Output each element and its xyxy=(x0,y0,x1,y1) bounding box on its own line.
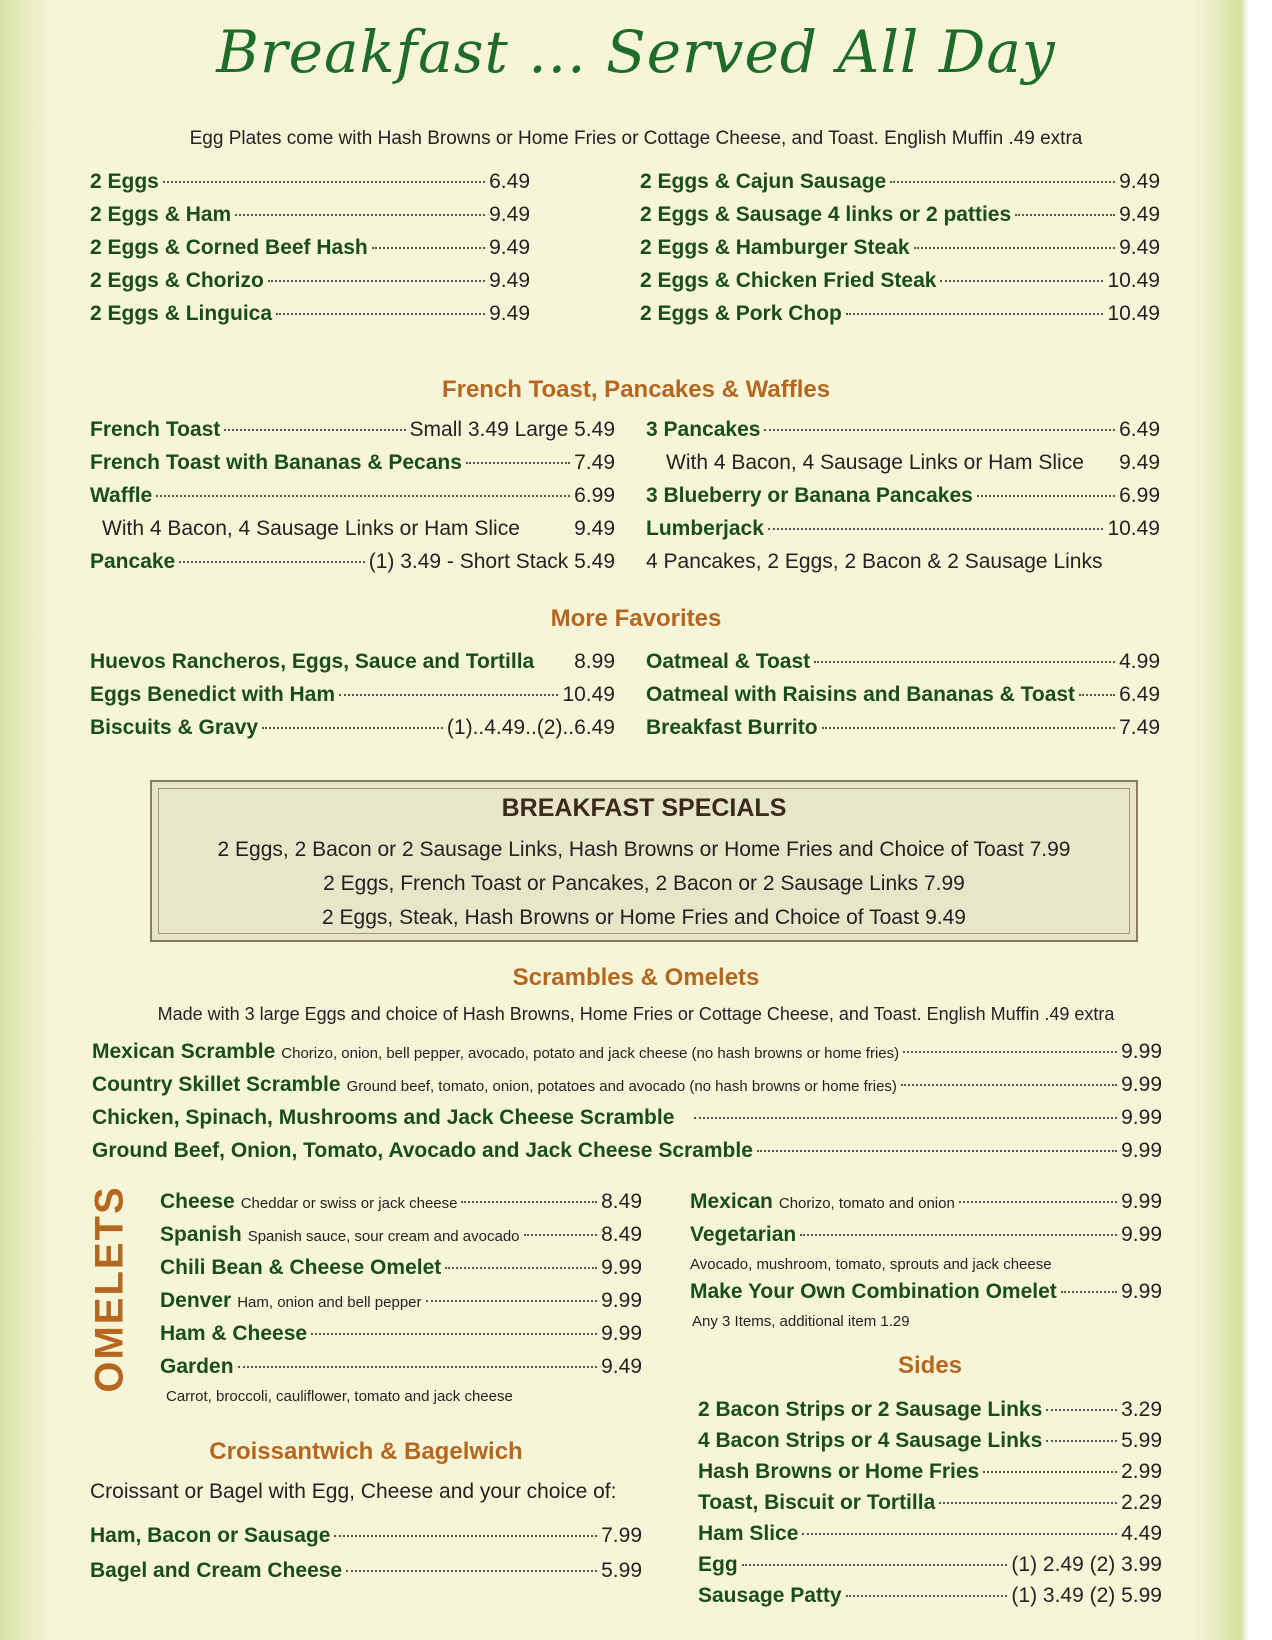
menu-item: Ham Slice 4.49 xyxy=(698,1522,1162,1545)
menu-item: Country Skillet Scramble Ground beef, tomato, onion, potatoes and avocado (no hash browns or home fries) 9.99 xyxy=(92,1073,1162,1096)
menu-item: 2 Eggs & Chorizo 9.49 xyxy=(90,269,530,292)
menu-item: Egg (1) 2.49 (2) 3.99 xyxy=(698,1553,1162,1576)
breakfast-specials-box xyxy=(150,780,1138,942)
section-title-sides: Sides xyxy=(897,1352,963,1379)
menu-item: Vegetarian 9.99 xyxy=(690,1223,1162,1246)
eggs-right-column xyxy=(640,170,1160,335)
favorites-right-column xyxy=(646,650,1160,749)
menu-item: 2 Eggs & Linguica 9.49 xyxy=(90,302,530,325)
menu-item: 2 Eggs 6.49 xyxy=(90,170,530,193)
menu-item: 2 Eggs & Corned Beef Hash 9.49 xyxy=(90,236,530,259)
menu-item: 2 Eggs & Chicken Fried Steak 10.49 xyxy=(640,269,1160,292)
menu-item: 2 Eggs & Pork Chop 10.49 xyxy=(640,302,1160,325)
menu-item-description: 4 Pancakes, 2 Eggs, 2 Bacon & 2 Sausage Links xyxy=(646,550,1103,573)
combo-note: Any 3 Items, additional item 1.29 xyxy=(692,1313,910,1330)
menu-item: 2 Eggs & Ham 9.49 xyxy=(90,203,530,226)
menu-item: Waffle 6.99 xyxy=(90,484,615,507)
menu-item: Garden 9.49 xyxy=(160,1355,642,1378)
menu-item: French Toast Small 3.49 Large 5.49 xyxy=(90,418,615,441)
omelets-side-label: OMELETS xyxy=(87,1185,132,1393)
vegetarian-note: Avocado, mushroom, tomato, sprouts and jack cheese xyxy=(690,1256,1052,1273)
menu-item: Make Your Own Combination Omelet 9.99 xyxy=(690,1280,1162,1303)
specials-title: BREAKFAST SPECIALS xyxy=(501,794,787,822)
section-title-scrambles: Scrambles & Omelets xyxy=(512,964,760,991)
menu-item: 2 Bacon Strips or 2 Sausage Links 3.29 xyxy=(698,1398,1162,1421)
section-title-french-toast: French Toast, Pancakes & Waffles xyxy=(441,376,831,403)
scrambles-note: Made with 3 large Eggs and choice of Hash Browns, Home Fries or Cottage Cheese, and Toast. English Muffin .49 extra xyxy=(157,1004,1115,1024)
menu-item: Bagel and Cream Cheese 5.99 xyxy=(90,1559,642,1582)
menu-item: Denver Ham, onion and bell pepper 9.99 xyxy=(160,1289,642,1312)
menu-item: Spanish Spanish sauce, sour cream and avocado 8.49 xyxy=(160,1223,642,1246)
menu-item: Ham & Cheese 9.99 xyxy=(160,1322,642,1345)
croissantwich-section xyxy=(90,1438,642,1594)
menu-item-addon: With 4 Bacon, 4 Sausage Links or Ham Slice 9.49 xyxy=(666,451,1160,474)
menu-item: Mexican Chorizo, tomato and onion 9.99 xyxy=(690,1190,1162,1213)
menu-item: Breakfast Burrito 7.49 xyxy=(646,716,1160,739)
egg-plates-note: Egg Plates come with Hash Browns or Home Fries or Cottage Cheese, and Toast. English Muffin .49 extra xyxy=(189,128,1083,149)
menu-item: Oatmeal & Toast 4.99 xyxy=(646,650,1160,673)
menu-item: Ham, Bacon or Sausage 7.99 xyxy=(90,1524,642,1547)
menu-item-addon: With 4 Bacon, 4 Sausage Links or Ham Slice 9.49 xyxy=(102,517,615,540)
menu-item: Hash Browns or Home Fries 2.99 xyxy=(698,1460,1162,1483)
favorites-left-column xyxy=(90,650,615,749)
ftpw-right-column xyxy=(646,418,1160,583)
menu-item: Huevos Rancheros, Eggs, Sauce and Tortilla 8.99 xyxy=(90,650,615,673)
special-line: 2 Eggs, French Toast or Pancakes, 2 Bacon or 2 Sausage Links 7.99 xyxy=(323,872,965,895)
scrambles-list xyxy=(92,1040,1162,1172)
sides-section xyxy=(698,1352,1162,1615)
ftpw-left-column xyxy=(90,418,615,583)
menu-item: Ground Beef, Onion, Tomato, Avocado and Jack Cheese Scramble 9.99 xyxy=(92,1139,1162,1162)
menu-item: Toast, Biscuit or Tortilla 2.29 xyxy=(698,1491,1162,1514)
menu-item: French Toast with Bananas & Pecans 7.49 xyxy=(90,451,615,474)
menu-item: 4 Bacon Strips or 4 Sausage Links 5.99 xyxy=(698,1429,1162,1452)
special-line: 2 Eggs, 2 Bacon or 2 Sausage Links, Hash Browns or Home Fries and Choice of Toast 7.99 xyxy=(217,838,1071,861)
menu-item: Mexican Scramble Chorizo, onion, bell pepper, avocado, potato and jack cheese (no hash browns or home fries) 9.99 xyxy=(92,1040,1162,1063)
menu-item: Lumberjack 10.49 xyxy=(646,517,1160,540)
garden-note: Carrot, broccoli, cauliflower, tomato and jack cheese xyxy=(166,1388,513,1405)
menu-item: Biscuits & Gravy (1)..4.49..(2)..6.49 xyxy=(90,716,615,739)
menu-title: Breakfast ... Served All Day xyxy=(216,18,1056,86)
menu-item: Pancake (1) 3.49 - Short Stack 5.49 xyxy=(90,550,615,573)
menu-item: Sausage Patty (1) 3.49 (2) 5.99 xyxy=(698,1584,1162,1607)
croissantwich-intro: Croissant or Bagel with Egg, Cheese and your choice of: xyxy=(90,1480,617,1503)
menu-item: 3 Pancakes 6.49 xyxy=(646,418,1160,441)
menu-item: 2 Eggs & Hamburger Steak 9.49 xyxy=(640,236,1160,259)
menu-item: 2 Eggs & Cajun Sausage 9.49 xyxy=(640,170,1160,193)
special-line: 2 Eggs, Steak, Hash Browns or Home Fries and Choice of Toast 9.49 xyxy=(322,906,966,929)
section-title-more-favorites: More Favorites xyxy=(550,605,722,632)
omelets-left-column xyxy=(160,1190,642,1412)
menu-item: Eggs Benedict with Ham 10.49 xyxy=(90,683,615,706)
menu-item: 2 Eggs & Sausage 4 links or 2 patties 9.49 xyxy=(640,203,1160,226)
eggs-left-column xyxy=(90,170,530,335)
menu-item: 3 Blueberry or Banana Pancakes 6.99 xyxy=(646,484,1160,507)
menu-item: Chicken, Spinach, Mushrooms and Jack Cheese Scramble 9.99 xyxy=(92,1106,1162,1129)
menu-item: Oatmeal with Raisins and Bananas & Toast 6.49 xyxy=(646,683,1160,706)
section-title-croissantwich: Croissantwich & Bagelwich xyxy=(209,1438,523,1465)
menu-item: Chili Bean & Cheese Omelet 9.99 xyxy=(160,1256,642,1279)
menu-item: Cheese Cheddar or swiss or jack cheese 8.49 xyxy=(160,1190,642,1213)
omelets-right-column xyxy=(690,1190,1162,1337)
